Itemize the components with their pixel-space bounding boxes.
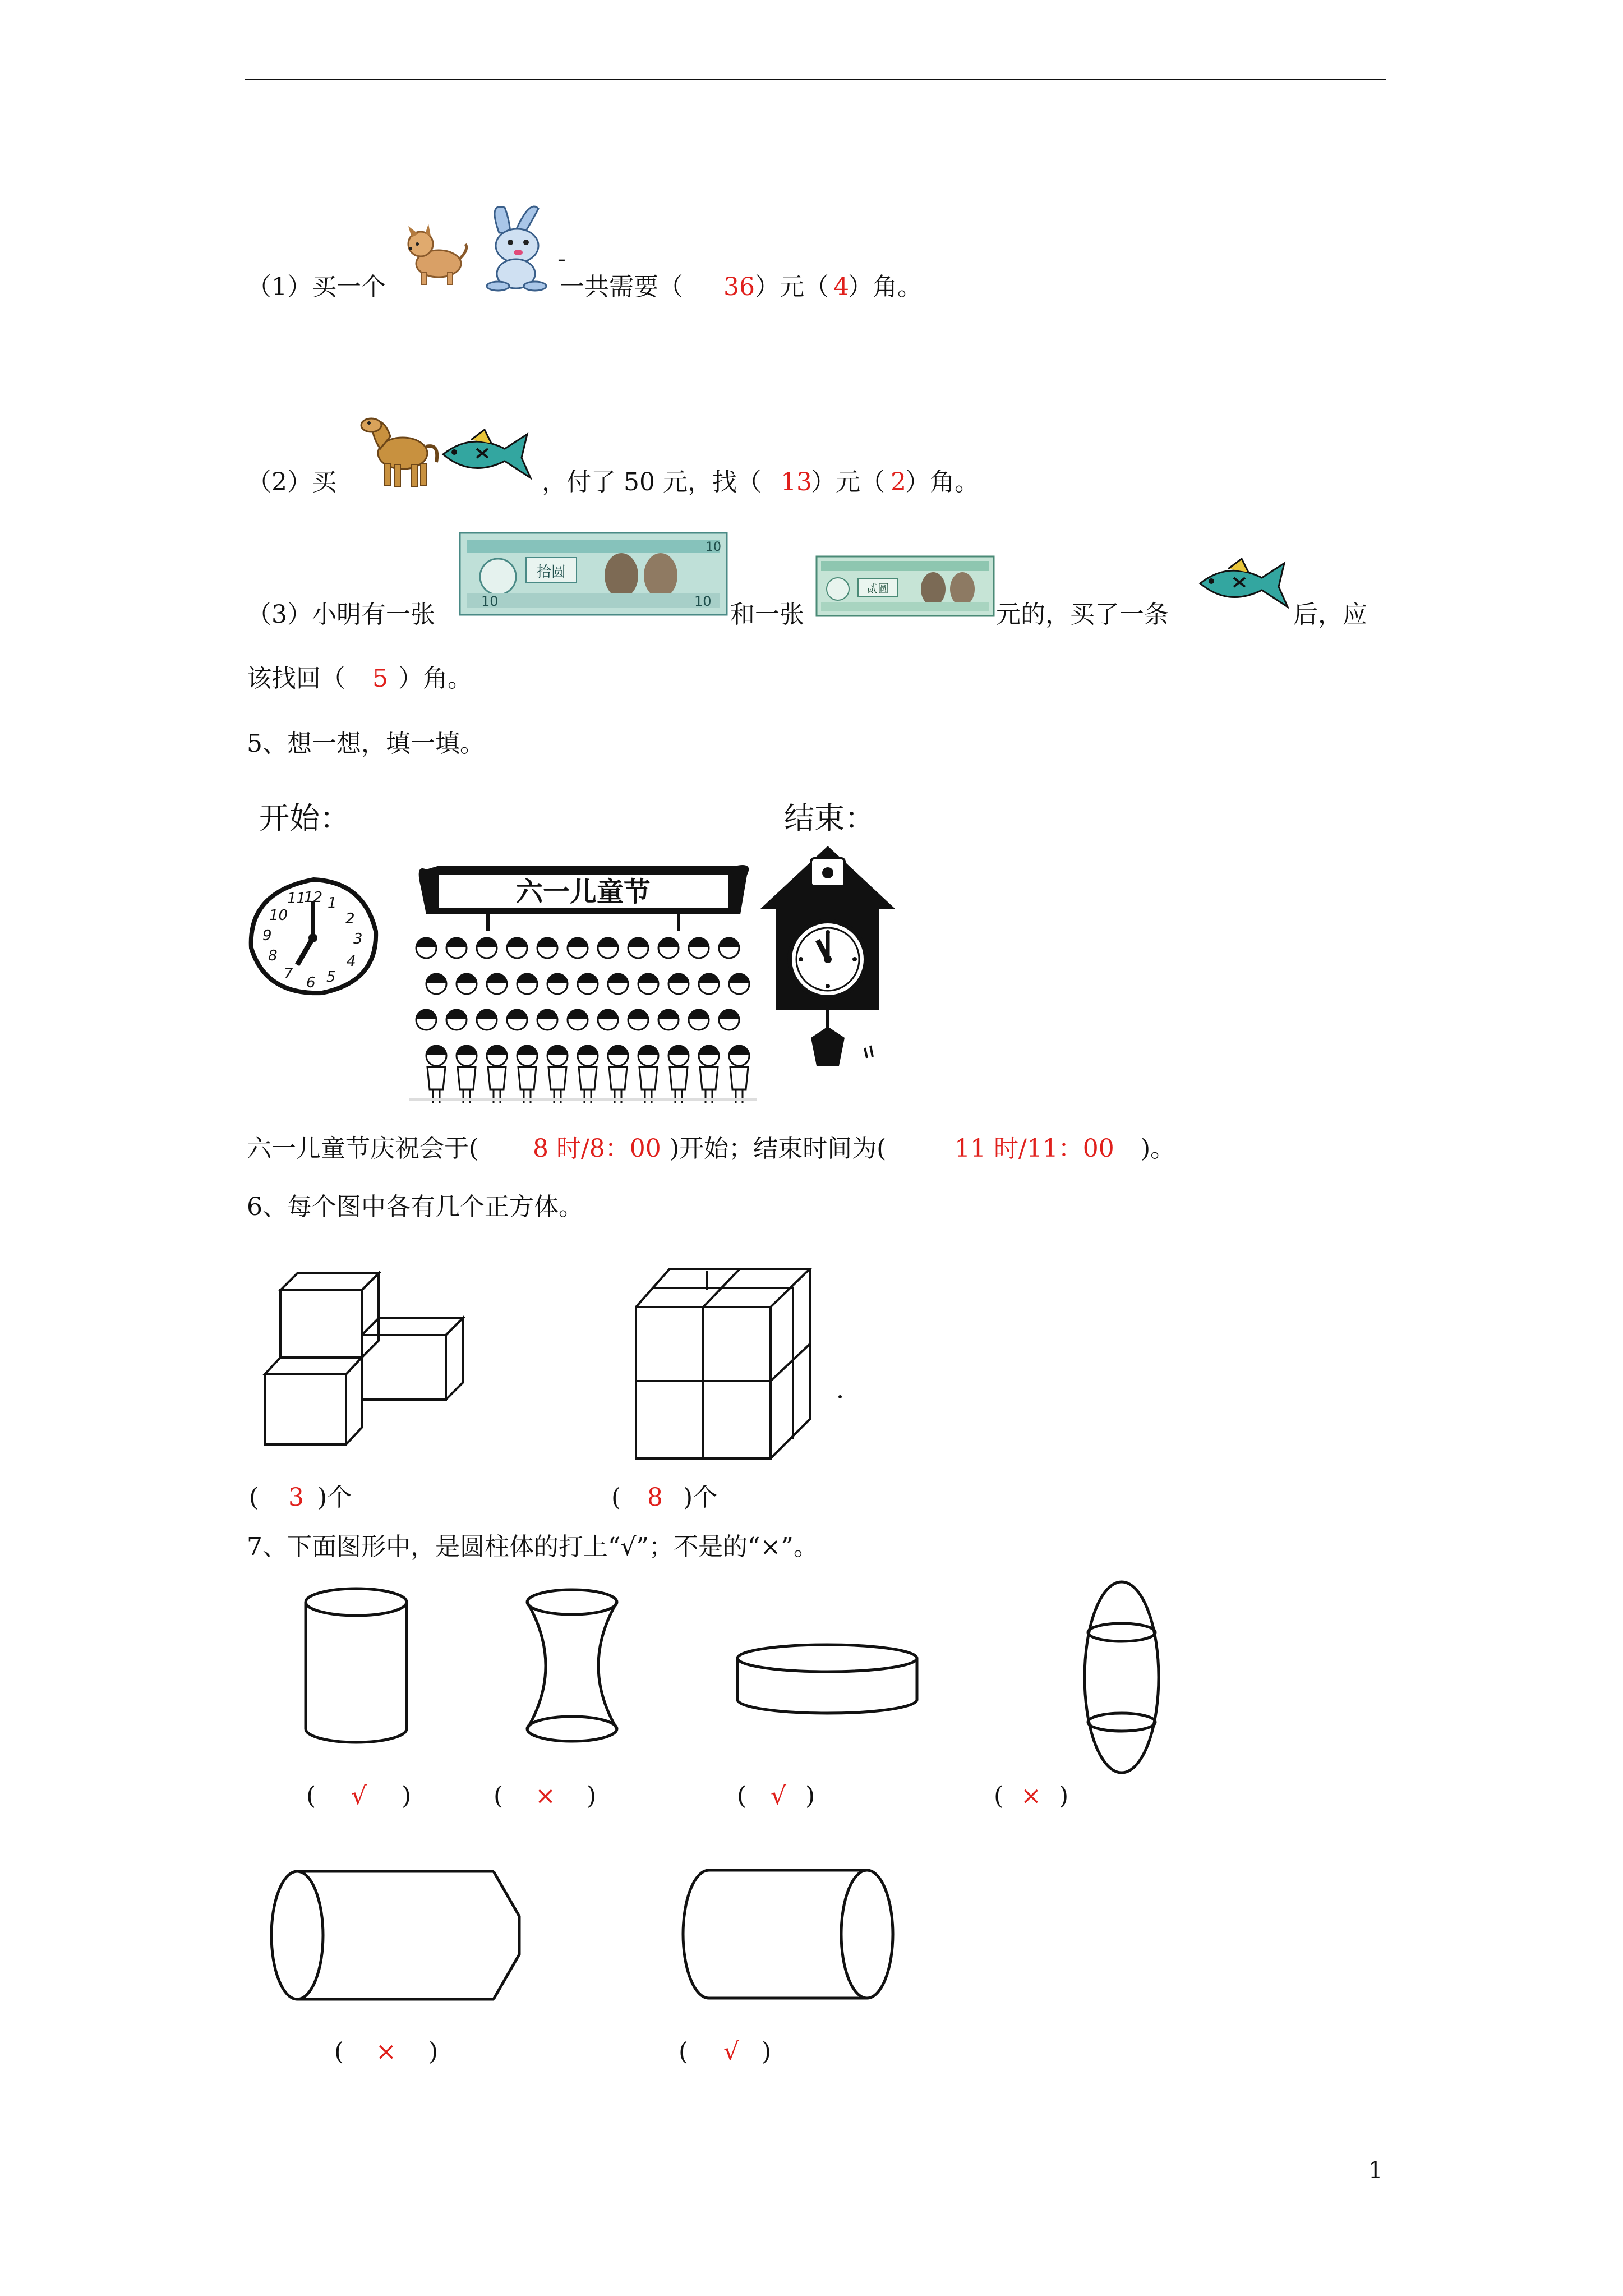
- q7-answer-3: √: [771, 1782, 787, 1810]
- q1-mid2: ）元（: [755, 273, 829, 301]
- header-rule: [245, 79, 1386, 80]
- q7-answer-3-open: (: [737, 1782, 747, 1810]
- q3-answer: 5: [372, 664, 388, 693]
- svg-text:2: 2: [345, 910, 355, 927]
- svg-text:5: 5: [326, 969, 336, 986]
- barrel-figure: [1071, 1576, 1172, 1778]
- svg-text:1: 1: [328, 895, 337, 912]
- q2-answer-yuan: 13: [781, 468, 812, 496]
- celebration-crowd-illustration: [404, 853, 763, 1105]
- q6-a-close: )个: [317, 1483, 352, 1512]
- q5-answer-end: 11 时/11：00: [955, 1134, 1114, 1163]
- flat-cylinder-figure: [729, 1638, 925, 1722]
- rabbit-icon: [482, 202, 555, 292]
- q7-answer-1-open: (: [306, 1782, 316, 1810]
- cylinder-figure-1: [292, 1582, 421, 1750]
- fish-icon: [437, 426, 533, 482]
- fish-icon: [1195, 555, 1290, 611]
- banner-text: 六一儿童节: [515, 876, 651, 908]
- two-yuan-banknote-icon: [815, 555, 995, 617]
- ten-yuan-banknote-icon: [459, 532, 728, 616]
- q2-mid2: ）元（: [811, 468, 885, 496]
- q1-answer-jiao: 4: [833, 273, 849, 301]
- three-cubes-figure: [258, 1262, 482, 1453]
- q7-answer-5-open: (: [334, 2037, 344, 2066]
- q7-title: 7、下面图形中，是圆柱体的打上“√”；不是的“×”。: [247, 1533, 818, 1561]
- q7-answer-2-close: ): [587, 1782, 597, 1810]
- q7-answer-4-close: ): [1059, 1782, 1069, 1810]
- q7-answer-6: √: [723, 2037, 740, 2066]
- q3-prefix: （3）小明有一张: [247, 600, 435, 629]
- two-note-text: 贰圆: [866, 582, 889, 595]
- q5-sentence-a: 六一儿童节庆祝会于(: [247, 1134, 479, 1163]
- q7-answer-6-open: (: [679, 2037, 689, 2066]
- q7-answer-5: ×: [376, 2037, 396, 2066]
- q2-prefix: （2）买: [247, 468, 336, 496]
- start-clock-icon: [243, 875, 384, 999]
- start-label: 开始：: [259, 800, 350, 836]
- q7-answer-2: ×: [535, 1782, 556, 1810]
- svg-text:12: 12: [304, 889, 323, 906]
- q7-answer-1: √: [351, 1782, 367, 1810]
- svg-text:6: 6: [306, 974, 316, 991]
- q7-answer-4-open: (: [994, 1782, 1004, 1810]
- q1-dash: -: [557, 245, 566, 273]
- svg-text:7: 7: [284, 965, 293, 982]
- q2-mid: ，付了 50 元，找（: [542, 468, 762, 496]
- q2-answer-jiao: 2: [891, 468, 906, 496]
- q6-b-answer: 8: [647, 1483, 663, 1512]
- dog-icon: [404, 222, 471, 289]
- q6-b-open: (: [611, 1483, 621, 1512]
- q7-answer-4: ×: [1021, 1782, 1041, 1810]
- svg-text:10: 10: [694, 593, 712, 609]
- svg-text:11: 11: [287, 890, 306, 907]
- svg-text:3: 3: [353, 931, 363, 947]
- q5-sentence-b: )开始；结束时间为(: [670, 1134, 887, 1163]
- q3-mid: 和一张: [730, 600, 804, 629]
- svg-text:10: 10: [481, 593, 499, 609]
- q7-answer-3-close: ): [805, 1782, 815, 1810]
- q2-end: ）角。: [905, 468, 979, 496]
- svg-text:10: 10: [269, 907, 288, 924]
- svg-text:4: 4: [347, 953, 356, 970]
- q3-mid2: 元的，买了一条: [996, 600, 1169, 629]
- q3-line2a: 该找回（: [247, 664, 345, 693]
- page-number: 1: [1368, 2157, 1383, 2183]
- hourglass-figure: [516, 1582, 628, 1750]
- svg-text:10: 10: [706, 540, 721, 554]
- q1-end: ）角。: [848, 273, 922, 301]
- q5-title: 5、想一想，填一填。: [247, 729, 485, 758]
- q5-sentence-c: )。: [1141, 1134, 1175, 1163]
- q1-prefix: （1）买一个: [247, 273, 386, 301]
- q3-end: 后，应: [1293, 600, 1367, 629]
- eight-cubes-figure: [628, 1257, 852, 1470]
- q6-title: 6、每个图中各有几个正方体。: [247, 1193, 583, 1221]
- ten-note-text: 拾圆: [536, 564, 566, 581]
- svg-text:8: 8: [268, 947, 278, 964]
- q3-line2b: ）角。: [398, 664, 472, 693]
- svg-text:9: 9: [262, 927, 272, 944]
- q7-answer-5-close: ): [428, 2037, 439, 2066]
- q5-answer-start: 8 时/8：00: [533, 1134, 661, 1163]
- q6-a-answer: 3: [288, 1483, 304, 1512]
- q1-mid: 一共需要（: [560, 273, 683, 301]
- q7-answer-2-open: (: [494, 1782, 504, 1810]
- q6-b-close: )个: [683, 1483, 718, 1512]
- end-cuckoo-clock-icon: [755, 841, 901, 1071]
- q7-answer-1-close: ): [402, 1782, 412, 1810]
- lopsided-cylinder-figure: [264, 1862, 527, 2008]
- q1-answer-yuan: 36: [723, 273, 755, 301]
- q7-answer-6-close: ): [762, 2037, 772, 2066]
- q6-a-open: (: [249, 1483, 259, 1512]
- horse-icon: [358, 409, 442, 494]
- end-label: 结束：: [784, 800, 875, 836]
- horizontal-cylinder-figure: [660, 1865, 906, 2005]
